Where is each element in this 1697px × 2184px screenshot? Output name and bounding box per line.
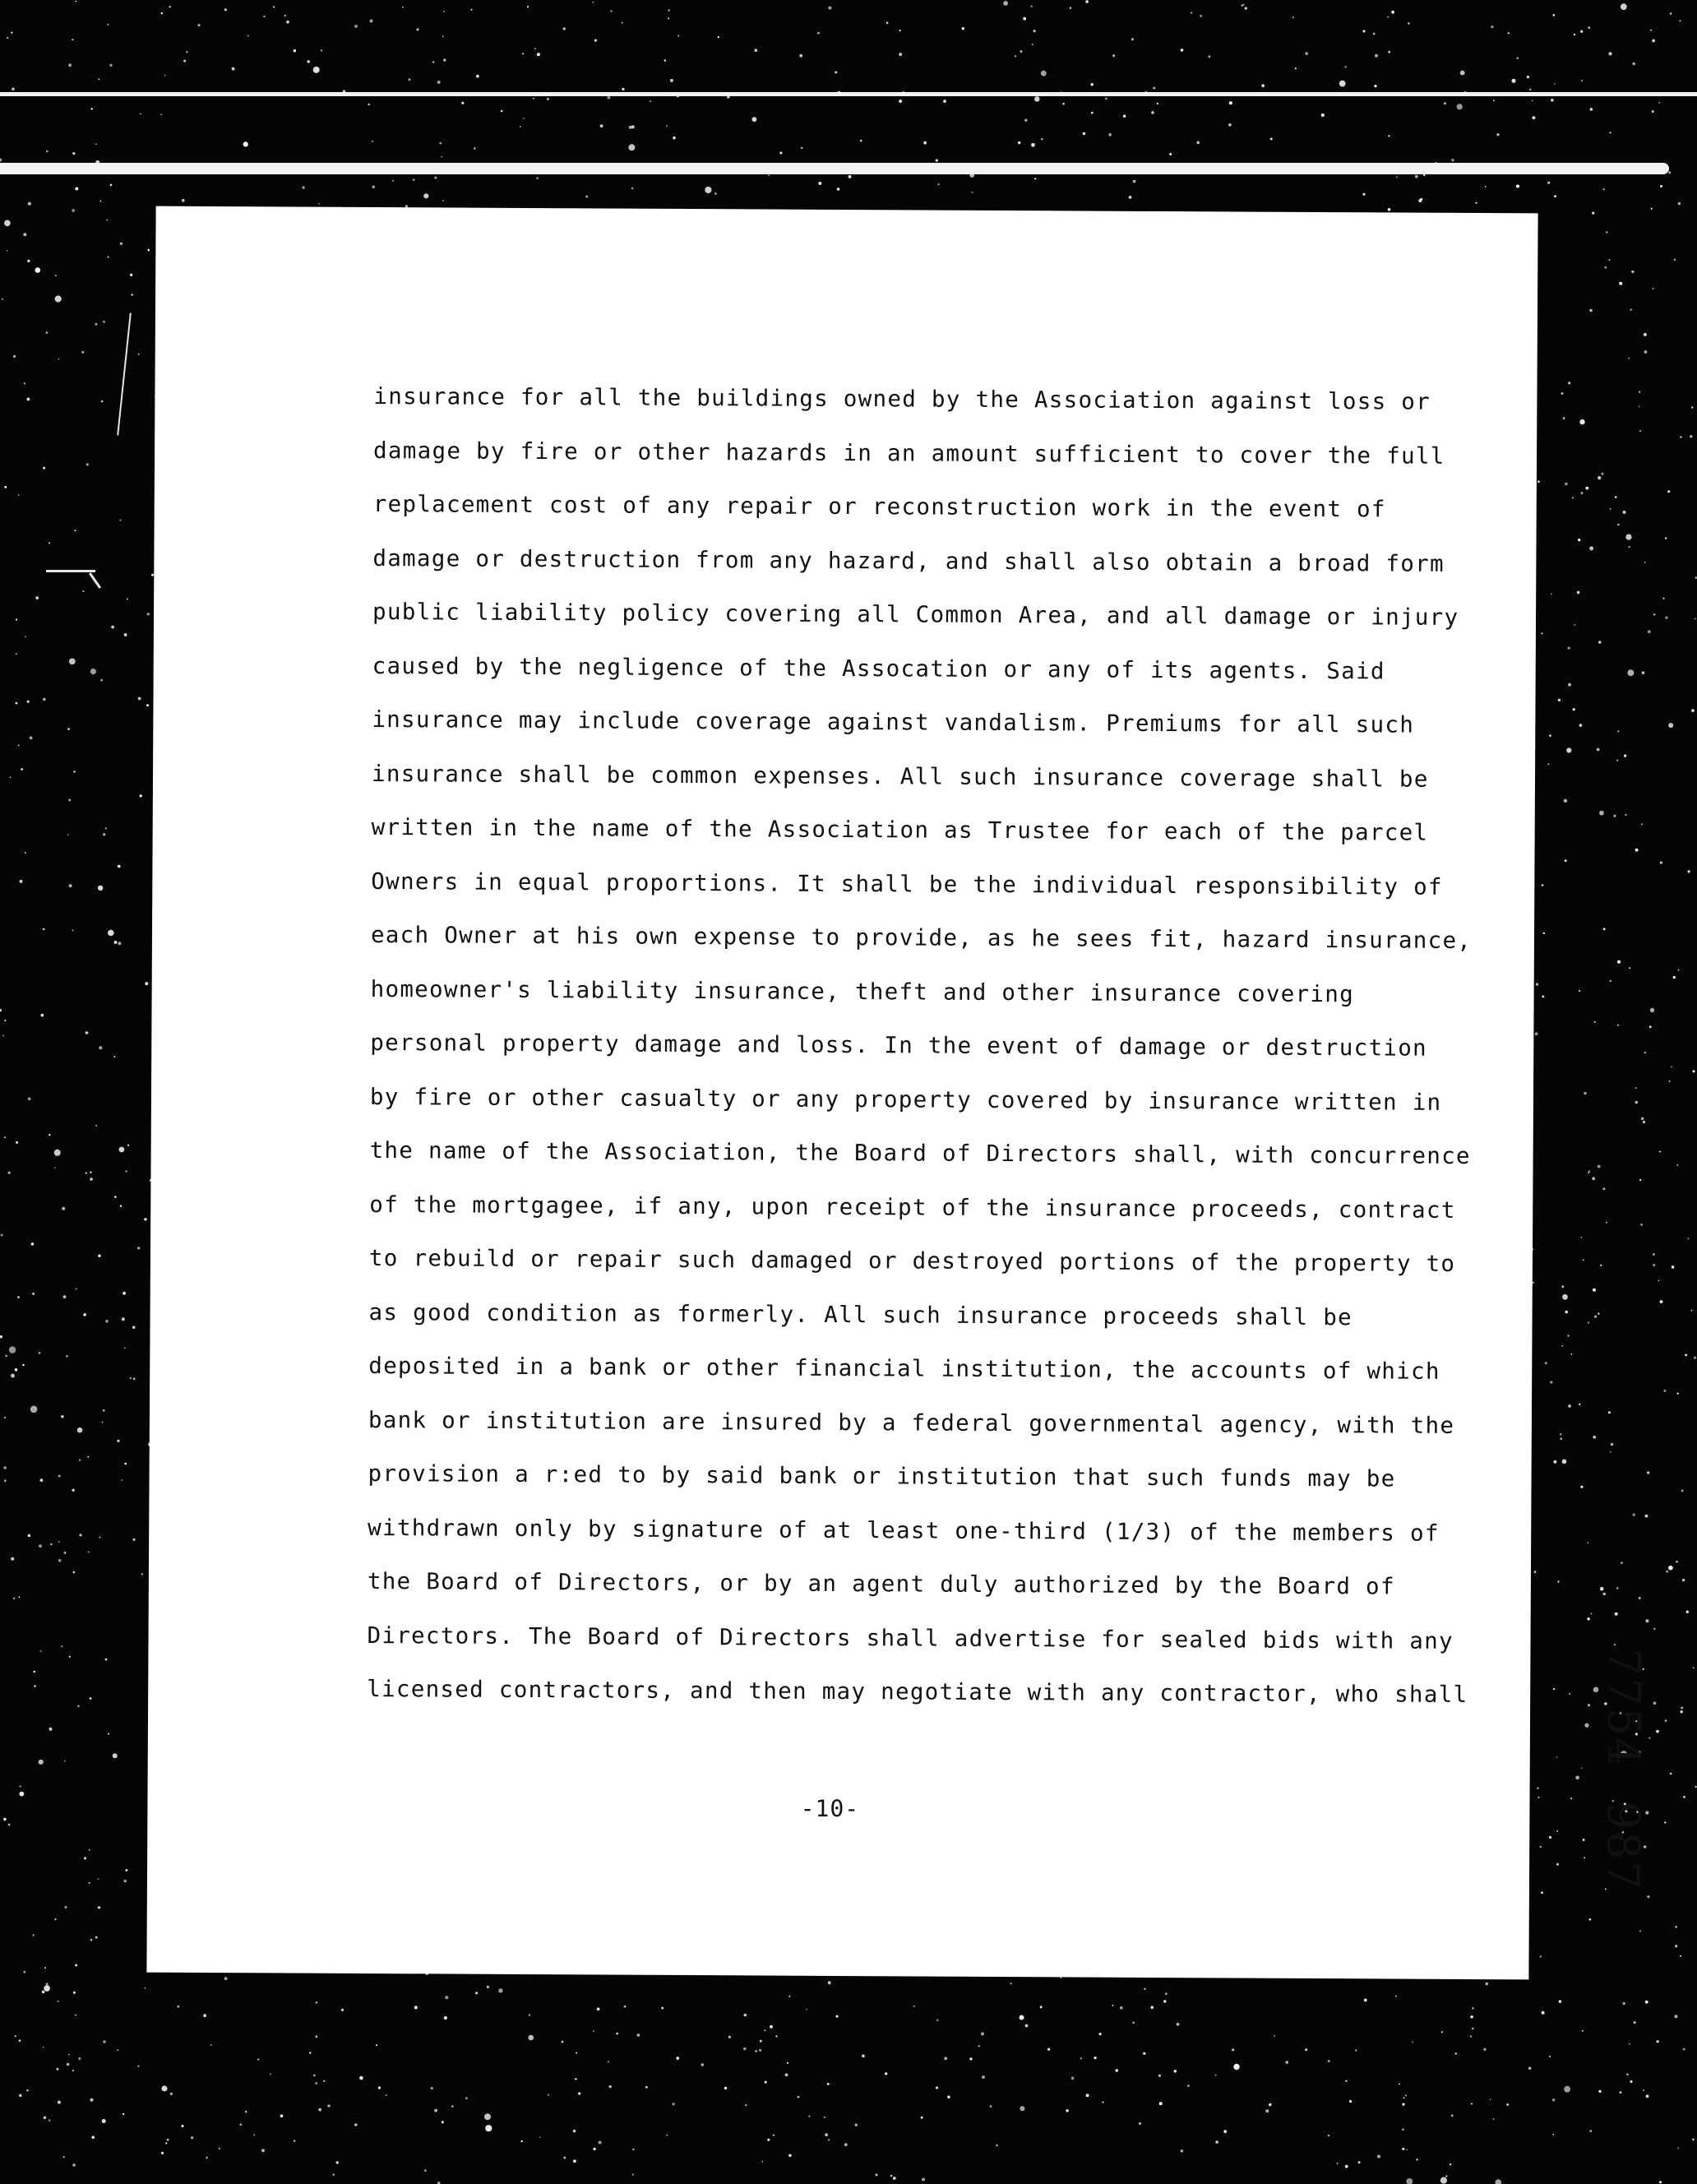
text-line: withdrawn only by signature of at least one-third (1/3) of the members of <box>368 1514 1440 1547</box>
page-number: -10- <box>800 1794 860 1823</box>
text-line: homeowner's liability insurance, theft and other insurance covering <box>370 975 1355 1007</box>
text-line: provision a r:ed to by said bank or institution that such funds may be <box>368 1460 1396 1492</box>
text-line: each Owner at his own expense to provide, as he sees fit, hazard insurance, <box>370 921 1473 955</box>
text-line: public liability policy covering all Common Area, and all damage or injury <box>372 599 1459 631</box>
document-page <box>146 206 1650 1980</box>
recording-stamp-number: 7754 987 <box>1597 1647 1650 1891</box>
text-line: bank or institution are insured by a federal governmental agency, with the <box>368 1406 1455 1439</box>
text-line: Directors. The Board of Directors shall advertise for sealed bids with any <box>367 1622 1454 1654</box>
recording-stamp <box>1590 1646 1658 1893</box>
text-line: replacement cost of any repair or reconstruction work in the event of <box>372 491 1386 523</box>
text-line: deposited in a bank or other financial institution, the accounts of which <box>368 1352 1440 1385</box>
margin-scratch-mark <box>46 570 95 572</box>
text-line: damage by fire or other hazards in an amount sufficient to cover the full <box>373 437 1445 470</box>
film-edge-band <box>0 163 1669 174</box>
text-line: insurance may include coverage against vandalism. Premiums for all such <box>372 706 1415 738</box>
text-line: damage or destruction from any hazard, and shall also obtain a broad form <box>372 544 1445 577</box>
text-line: licensed contractors, and then may negotiate with any contractor, who shall <box>367 1675 1468 1708</box>
text-line: insurance for all the buildings owned by the Association against loss or <box>373 383 1431 415</box>
text-line: personal property damage and loss. In the event of damage or destruction <box>370 1029 1428 1062</box>
text-line: the Board of Directors, or by an agent duly authorized by the Board of <box>367 1567 1395 1600</box>
text-line: as good condition as formerly. All such insurance proceeds shall be <box>368 1298 1353 1330</box>
text-line: written in the name of the Association as Trustee for each of the parcel <box>371 813 1429 846</box>
text-line: caused by the negligence of the Assocation or any of its agents. Said <box>372 652 1385 684</box>
text-line: to rebuild or repair such damaged or destroyed portions of the property to <box>368 1244 1456 1277</box>
body-text <box>367 370 1473 1722</box>
text-line: Owners in equal proportions. It shall be the individual responsibility of <box>371 868 1443 900</box>
text-line: by fire or other casualty or any property covered by insurance written in <box>369 1083 1442 1116</box>
text-line: of the mortgagee, if any, upon receipt of the insurance proceeds, contract <box>369 1191 1456 1224</box>
text-line: the name of the Association, the Board of Directors shall, with concurrence <box>369 1136 1471 1170</box>
film-edge-line <box>0 92 1697 96</box>
text-line: insurance shall be common expenses. All such insurance coverage shall be <box>371 760 1429 793</box>
